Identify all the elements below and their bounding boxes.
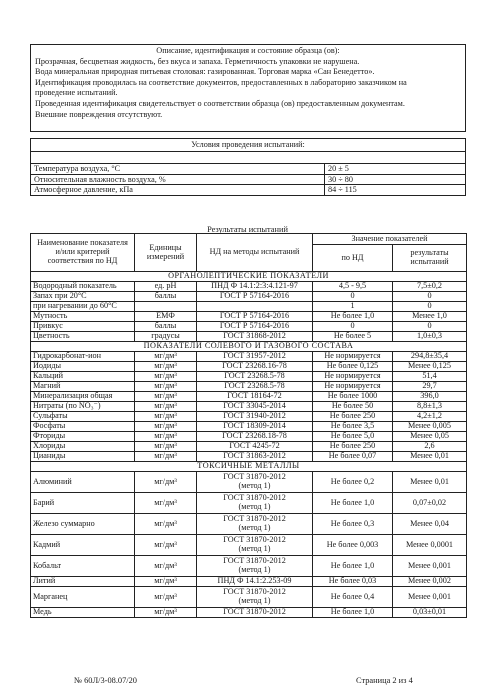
nd-value-cell: Не нормируется xyxy=(313,382,393,392)
unit-cell: мг/дм³ xyxy=(135,535,197,556)
nd-value-cell: Не более 1,0 xyxy=(313,493,393,514)
conditions-row xyxy=(31,174,466,185)
condition-value: 84 ÷ 115 xyxy=(325,185,466,196)
unit-cell: баллы xyxy=(135,322,197,332)
nd-value-cell: Не более 0,003 xyxy=(313,535,393,556)
nd-value-cell: Не более 0,07 xyxy=(313,452,393,462)
description-line: проведение испытаний. xyxy=(35,88,118,98)
table-row xyxy=(31,362,467,372)
section-header-row xyxy=(31,342,467,352)
nd-value-cell: Не более 1,0 xyxy=(313,556,393,577)
table-row xyxy=(31,608,467,618)
header-units: Единицы измерений xyxy=(135,234,197,272)
nd-value-cell: Не более 0,03 xyxy=(313,577,393,587)
conditions-row xyxy=(31,185,466,196)
table-row xyxy=(31,556,467,577)
indicator-name-cell: Сульфаты xyxy=(31,412,135,422)
unit-cell: мг/дм³ xyxy=(135,472,197,493)
indicator-name-cell: Цветность xyxy=(31,332,135,342)
section-title: ОРГАНОЛЕПТИЧЕСКИЕ ПОКАЗАТЕЛИ xyxy=(31,272,467,282)
method-cell: ГОСТ 31863-2012 xyxy=(197,452,313,462)
method-cell: ГОСТ 31957-2012 xyxy=(197,352,313,362)
unit-cell: мг/дм³ xyxy=(135,402,197,412)
method-cell: ГОСТ 18164-72 xyxy=(197,392,313,402)
description-line: Проведенная идентификация свидетельствует о соответствии образца (ов) предоставленным документам. xyxy=(35,98,405,108)
method-text: ГОСТ 31870-2012 xyxy=(223,493,286,503)
nd-value-cell: 4,5 - 9,5 xyxy=(313,282,393,292)
indicator-name-cell: Запах при 20°С xyxy=(31,292,135,302)
unit-cell: мг/дм³ xyxy=(135,412,197,422)
result-value-cell: Менее 0,04 xyxy=(393,514,467,535)
result-value-cell: 7,5±0,2 xyxy=(393,282,467,292)
result-value-cell: 4,2±1,2 xyxy=(393,412,467,422)
section-header-row xyxy=(31,272,467,282)
method-variant: (метод 1) xyxy=(238,596,271,605)
section-title: ПОКАЗАТЕЛИ СОЛЕВОГО И ГАЗОВОГО СОСТАВА xyxy=(31,342,467,352)
indicator-name-cell: Железо суммарно xyxy=(31,514,135,535)
result-value-cell: 0,03±0,01 xyxy=(393,608,467,618)
result-value-cell: Менее 0,0001 xyxy=(393,535,467,556)
result-value-cell: Менее 1,0 xyxy=(393,312,467,322)
nd-value-cell: Не более 1000 xyxy=(313,392,393,402)
method-cell xyxy=(197,535,313,556)
unit-cell: мг/дм³ xyxy=(135,432,197,442)
unit-cell xyxy=(135,302,197,312)
header-test-method: НД на методы испытаний xyxy=(197,234,313,272)
unit-cell: мг/дм³ xyxy=(135,587,197,608)
unit-cell: мг/дм³ xyxy=(135,493,197,514)
method-cell: ГОСТ Р 57164-2016 xyxy=(197,322,313,332)
nd-value-cell: 0 xyxy=(313,322,393,332)
unit-cell: мг/дм³ xyxy=(135,422,197,432)
header-values: Значение показателей xyxy=(313,234,467,245)
conditions-row xyxy=(31,164,466,175)
method-cell xyxy=(197,556,313,577)
indicator-name-cell: при нагревании до 60°С xyxy=(31,302,135,312)
result-value-cell: Менее 0,001 xyxy=(393,587,467,608)
table-row xyxy=(31,302,467,312)
method-cell xyxy=(197,514,313,535)
description-line: Прозрачная, бесцветная жидкость, без вкуса и запаха. Герметичность упаковки не нарушена. xyxy=(35,56,360,66)
table-row xyxy=(31,514,467,535)
result-value-cell: 396,0 xyxy=(393,392,467,402)
result-value-cell: 294,8±35,4 xyxy=(393,352,467,362)
condition-value: 30 ÷ 80 xyxy=(325,174,466,185)
table-row xyxy=(31,332,467,342)
unit-cell: мг/дм³ xyxy=(135,352,197,362)
section-header-row xyxy=(31,462,467,472)
unit-cell: мг/дм³ xyxy=(135,556,197,577)
result-value-cell: Менее 0,001 xyxy=(393,556,467,577)
result-value-cell: 2,6 xyxy=(393,442,467,452)
indicator-name-cell: Цианиды xyxy=(31,452,135,462)
result-value-cell: 8,8±1,3 xyxy=(393,402,467,412)
result-value-cell: 0 xyxy=(393,302,467,312)
nd-value-cell: Не более 0,2 xyxy=(313,472,393,493)
table-row xyxy=(31,402,467,412)
nd-value-cell: 0 xyxy=(313,292,393,302)
method-cell: ГОСТ Р 57164-2016 xyxy=(197,292,313,302)
method-cell: ГОСТ 31868-2012 xyxy=(197,332,313,342)
condition-label: Относительная влажность воздуха, % xyxy=(31,174,325,185)
method-cell: ГОСТ 18309-2014 xyxy=(197,422,313,432)
indicator-name-cell: Алюминий xyxy=(31,472,135,493)
indicator-name-cell: Кобальт xyxy=(31,556,135,577)
page-number: Страница 2 из 4 xyxy=(356,676,413,685)
header-indicator-name: Наименование показателя и/или критерий соответствия по НД xyxy=(31,234,135,272)
indicator-name-cell: Кадмий xyxy=(31,535,135,556)
method-cell xyxy=(197,472,313,493)
description-line: Вода минеральная природная питьевая столовая: газированная. Торговая марка «Сан Бенедетто». xyxy=(35,67,375,77)
nd-value-cell: Не нормируется xyxy=(313,352,393,362)
method-cell: ГОСТ 31940-2012 xyxy=(197,412,313,422)
result-value-cell: 29,7 xyxy=(393,382,467,392)
result-value-cell: Менее 0,002 xyxy=(393,577,467,587)
indicator-name-cell: Медь xyxy=(31,608,135,618)
indicator-name-cell: Литий xyxy=(31,577,135,587)
unit-cell: мг/дм³ xyxy=(135,392,197,402)
results-body xyxy=(31,272,467,618)
table-row xyxy=(31,282,467,292)
condition-value: 20 ± 5 xyxy=(325,164,466,175)
nd-value-cell: 1 xyxy=(313,302,393,312)
result-value-cell: 0 xyxy=(393,322,467,332)
indicator-name-cell: Водородный показатель xyxy=(31,282,135,292)
table-row xyxy=(31,452,467,462)
result-value-cell: Менее 0,01 xyxy=(393,452,467,462)
method-cell: ГОСТ 23268.16-78 xyxy=(197,362,313,372)
method-cell: ГОСТ 23268.5-78 xyxy=(197,372,313,382)
table-row xyxy=(31,352,467,362)
nd-value-cell: Не более 5,0 xyxy=(313,432,393,442)
table-row xyxy=(31,322,467,332)
method-text: ГОСТ 31870-2012 xyxy=(223,587,286,597)
section-title: ТОКСИЧНЫЕ МЕТАЛЛЫ xyxy=(31,462,467,472)
table-row xyxy=(31,577,467,587)
nd-value-cell: Не более 5 xyxy=(313,332,393,342)
unit-cell: мг/дм³ xyxy=(135,362,197,372)
unit-cell: ед. pH xyxy=(135,282,197,292)
method-cell: ГОСТ 23268.5-78 xyxy=(197,382,313,392)
description-line: Внешние повреждения отсутствуют. xyxy=(35,109,163,119)
description-title: Описание, идентификация и состояние образца (ов): xyxy=(156,46,340,55)
result-value-cell: Менее 0,005 xyxy=(393,422,467,432)
unit-cell: мг/дм³ xyxy=(135,577,197,587)
unit-cell: баллы xyxy=(135,292,197,302)
indicator-name-cell: Йодиды xyxy=(31,362,135,372)
table-row xyxy=(31,382,467,392)
method-cell xyxy=(197,302,313,312)
unit-cell: мг/дм³ xyxy=(135,608,197,618)
table-row xyxy=(31,587,467,608)
result-value-cell: 0 xyxy=(393,292,467,302)
table-row xyxy=(31,412,467,422)
conditions-title: Условия проведения испытаний: xyxy=(31,139,466,152)
indicator-name-cell: Фосфаты xyxy=(31,422,135,432)
nd-value-cell: Не более 50 xyxy=(313,402,393,412)
indicator-name-cell: Мутность xyxy=(31,312,135,322)
nd-value-cell: Не нормируется xyxy=(313,372,393,382)
method-cell: ГОСТ 31870-2012 xyxy=(197,608,313,618)
unit-cell: мг/дм³ xyxy=(135,514,197,535)
conditions-spacer xyxy=(31,152,466,164)
result-value-cell: Менее 0,05 xyxy=(393,432,467,442)
indicator-name-cell: Нитраты (по NO₃⁻) xyxy=(31,402,135,412)
description-line: Идентификация проводилась на соответствие документов, предоставленных в лабораторию заказчиком на xyxy=(35,77,407,87)
result-value-cell: 0,07±0,02 xyxy=(393,493,467,514)
header-result-value: результаты испытаний xyxy=(393,245,467,272)
method-text: ГОСТ 31870-2012 xyxy=(223,472,286,482)
method-text: ГОСТ 31870-2012 xyxy=(223,535,286,545)
result-value-cell: 51,4 xyxy=(393,372,467,382)
indicator-name-cell: Магний xyxy=(31,382,135,392)
method-text: ГОСТ 31870-2012 xyxy=(223,514,286,524)
test-conditions-table xyxy=(30,138,466,196)
method-cell xyxy=(197,587,313,608)
table-row xyxy=(31,292,467,302)
table-row xyxy=(31,535,467,556)
table-row xyxy=(31,372,467,382)
method-variant: (метод 1) xyxy=(238,523,271,532)
table-row xyxy=(31,472,467,493)
method-cell: ГОСТ 23268.18-78 xyxy=(197,432,313,442)
method-variant: (метод 1) xyxy=(238,502,271,511)
method-cell: ПНД Ф 14.1:2.253-09 xyxy=(197,577,313,587)
condition-label: Атмосферное давление, кПа xyxy=(31,185,325,196)
method-variant: (метод 1) xyxy=(238,544,271,553)
method-cell: ГОСТ 33045-2014 xyxy=(197,402,313,412)
indicator-name-cell: Привкус xyxy=(31,322,135,332)
method-cell: ГОСТ Р 57164-2016 xyxy=(197,312,313,322)
indicator-name-cell: Минерализация общая xyxy=(31,392,135,402)
unit-cell: мг/дм³ xyxy=(135,442,197,452)
unit-cell: мг/дм³ xyxy=(135,452,197,462)
nd-value-cell: Не более 0,3 xyxy=(313,514,393,535)
indicator-name-cell: Барий xyxy=(31,493,135,514)
unit-cell: градусы xyxy=(135,332,197,342)
table-row xyxy=(31,442,467,452)
indicator-name-cell: Хлориды xyxy=(31,442,135,452)
table-row xyxy=(31,392,467,402)
header-nd-value: по НД xyxy=(313,245,393,272)
condition-label: Температура воздуха, °С xyxy=(31,164,325,175)
indicator-name-cell: Марганец xyxy=(31,587,135,608)
results-table xyxy=(30,233,467,618)
table-row xyxy=(31,312,467,322)
result-value-cell: Менее 0,125 xyxy=(393,362,467,372)
results-title: Результаты испытаний xyxy=(207,225,288,234)
method-variant: (метод 1) xyxy=(238,481,271,490)
method-text: ГОСТ 31870-2012 xyxy=(223,556,286,566)
nd-value-cell: Не более 250 xyxy=(313,442,393,452)
document-number: № 60Л/3-08.07/20 xyxy=(74,676,137,685)
table-row xyxy=(31,432,467,442)
indicator-name-cell: Фториды xyxy=(31,432,135,442)
method-cell: ПНД Ф 14.1:2:3:4.121-97 xyxy=(197,282,313,292)
table-row xyxy=(31,422,467,432)
method-cell: ГОСТ 4245-72 xyxy=(197,442,313,452)
unit-cell: ЕМФ xyxy=(135,312,197,322)
method-variant: (метод 1) xyxy=(238,565,271,574)
nd-value-cell: Не более 1,0 xyxy=(313,312,393,322)
indicator-name-cell: Кальций xyxy=(31,372,135,382)
nd-value-cell: Не более 0,125 xyxy=(313,362,393,372)
table-row xyxy=(31,493,467,514)
indicator-name-cell: Гидрокарбонат-ион xyxy=(31,352,135,362)
result-value-cell: Менее 0,01 xyxy=(393,472,467,493)
method-cell xyxy=(197,493,313,514)
nd-value-cell: Не более 3,5 xyxy=(313,422,393,432)
result-value-cell: 1,0±0,3 xyxy=(393,332,467,342)
unit-cell: мг/дм³ xyxy=(135,382,197,392)
unit-cell: мг/дм³ xyxy=(135,372,197,382)
sample-description-box xyxy=(30,44,466,132)
nd-value-cell: Не более 0,4 xyxy=(313,587,393,608)
nd-value-cell: Не более 1,0 xyxy=(313,608,393,618)
nd-value-cell: Не более 250 xyxy=(313,412,393,422)
